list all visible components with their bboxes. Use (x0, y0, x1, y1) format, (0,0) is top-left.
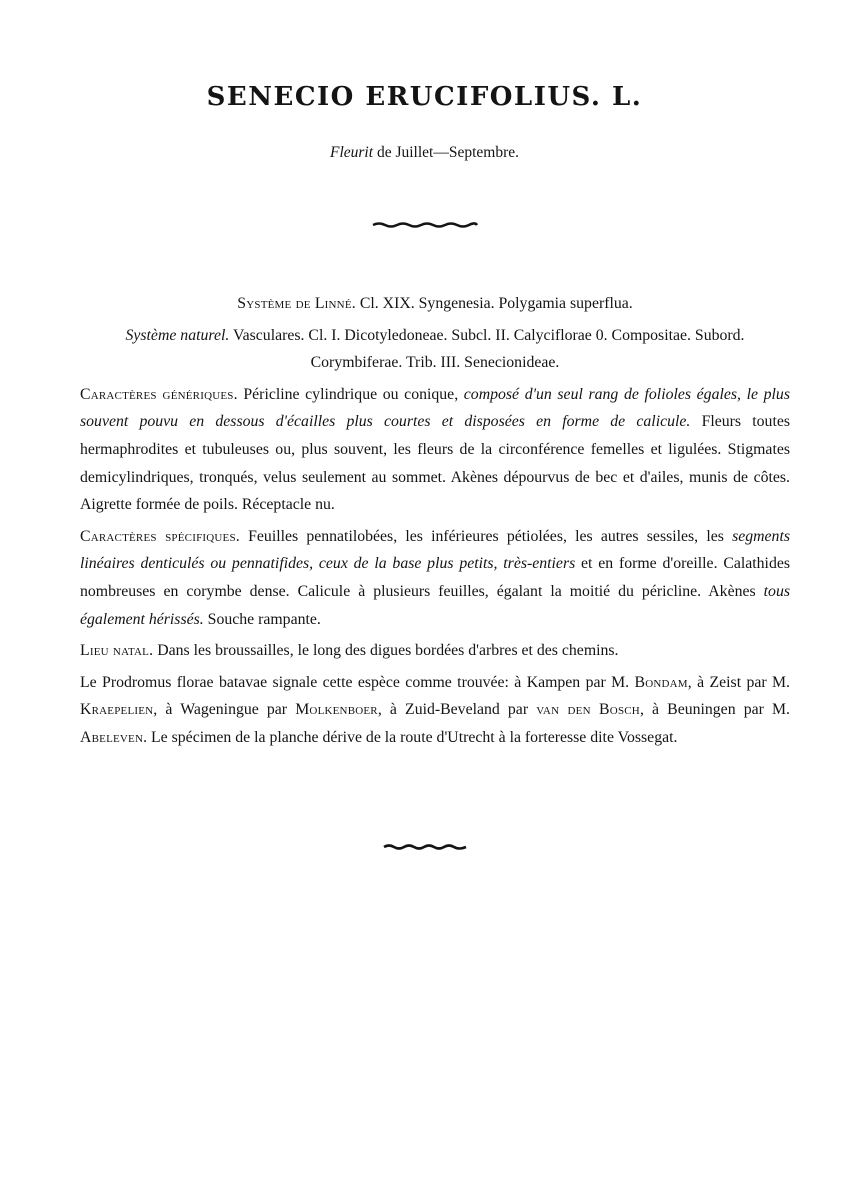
generic-characters (80, 381, 790, 519)
habitat (80, 637, 790, 665)
person-name: Bondam (634, 673, 688, 691)
flowering-label: Fleurit (330, 144, 374, 161)
habitat-label: Lieu natal. (80, 642, 154, 660)
description-body (80, 290, 790, 752)
person-name: Molkenboer (295, 701, 378, 719)
flowering-text: de Juillet—Septembre. (373, 144, 519, 161)
flowering-period (0, 144, 849, 162)
prodromus-text: , à Zeist par M. (687, 673, 790, 691)
specific-text3: Souche rampante. (203, 610, 321, 628)
person-name: Abeleven (80, 728, 144, 746)
specific-text2: et en forme d'oreille. Calathides nombreuses en corymbe dense. Calicule à plusieurs feuilles, égalant la moitié du péricline. Akènes (80, 555, 790, 600)
habitat-text: Dans les broussailles, le long des digues bordées d'arbres et des chemins. (153, 642, 619, 660)
specific-label: Caractères spécifiques. (80, 527, 240, 545)
specific-text1: Feuilles pennatilobées, les inférieures pétiolées, les autres sessiles, les (239, 527, 733, 545)
natural-label: Système naturel. (125, 326, 230, 344)
natural-system (80, 322, 790, 377)
generic-text2: Fleurs toutes hermaphrodites et tubuleuses ou, plus souvent, les fleurs de la circonférence femelles et ligulées. Stigmates demicylindriques, tronqués, velus seulement au sommet. Akènes dépourvus de bec et d'ailes, munis de côtes. Aigrette formée de poils. Réceptacle nu. (80, 413, 791, 514)
specific-italic1: segments linéaires denticulés ou pennatifides, ceux de la base plus petits, très-entiers (80, 527, 790, 573)
linne-text: Cl. XIX. Syngenesia. Polygamia superflua. (355, 295, 633, 312)
prodromus-records (80, 669, 790, 752)
person-name: van den Bosch (536, 701, 640, 719)
prodromus-text: , à Wageningue par (153, 701, 296, 719)
prodromus-text: , à Zuid-Beveland par (377, 701, 537, 719)
prodromus-text: , à Beuningen par M. (639, 701, 790, 719)
ornamental-rule-top (0, 220, 849, 230)
prodromus-text: . Le spécimen de la planche dérive de la route d'Utrecht à la forteresse dite Vossegat. (143, 728, 678, 746)
prodromus-text: Le Prodromus florae batavae signale cette espèce comme trouvée: à Kampen par M. (80, 673, 635, 691)
linne-label: Système de Linné. (237, 295, 356, 312)
natural-line1: Vasculares. Cl. I. Dicotyledoneae. Subcl. II. Calyciflorae 0. Compositae. Subord. (229, 326, 745, 344)
person-name: Kraepelien (80, 701, 154, 719)
generic-italic: composé d'un seul rang de folioles égales, le plus souvent pouvu en dessous d'écailles plus courtes et disposées en forme de calicule. (80, 385, 790, 431)
generic-text1: Péricline cylindrique ou conique, (237, 385, 464, 403)
specific-italic2: tous également hérissés. (80, 582, 790, 628)
linne-system (80, 290, 790, 318)
page-title: SENECIO ERUCIFOLIUS. L. (206, 82, 643, 112)
natural-line2: Corymbiferae. Trib. III. Senecionideae. (310, 354, 560, 372)
ornamental-rule-bottom (0, 842, 849, 852)
generic-label: Caractères génériques. (80, 385, 238, 403)
specific-characters (80, 523, 790, 633)
